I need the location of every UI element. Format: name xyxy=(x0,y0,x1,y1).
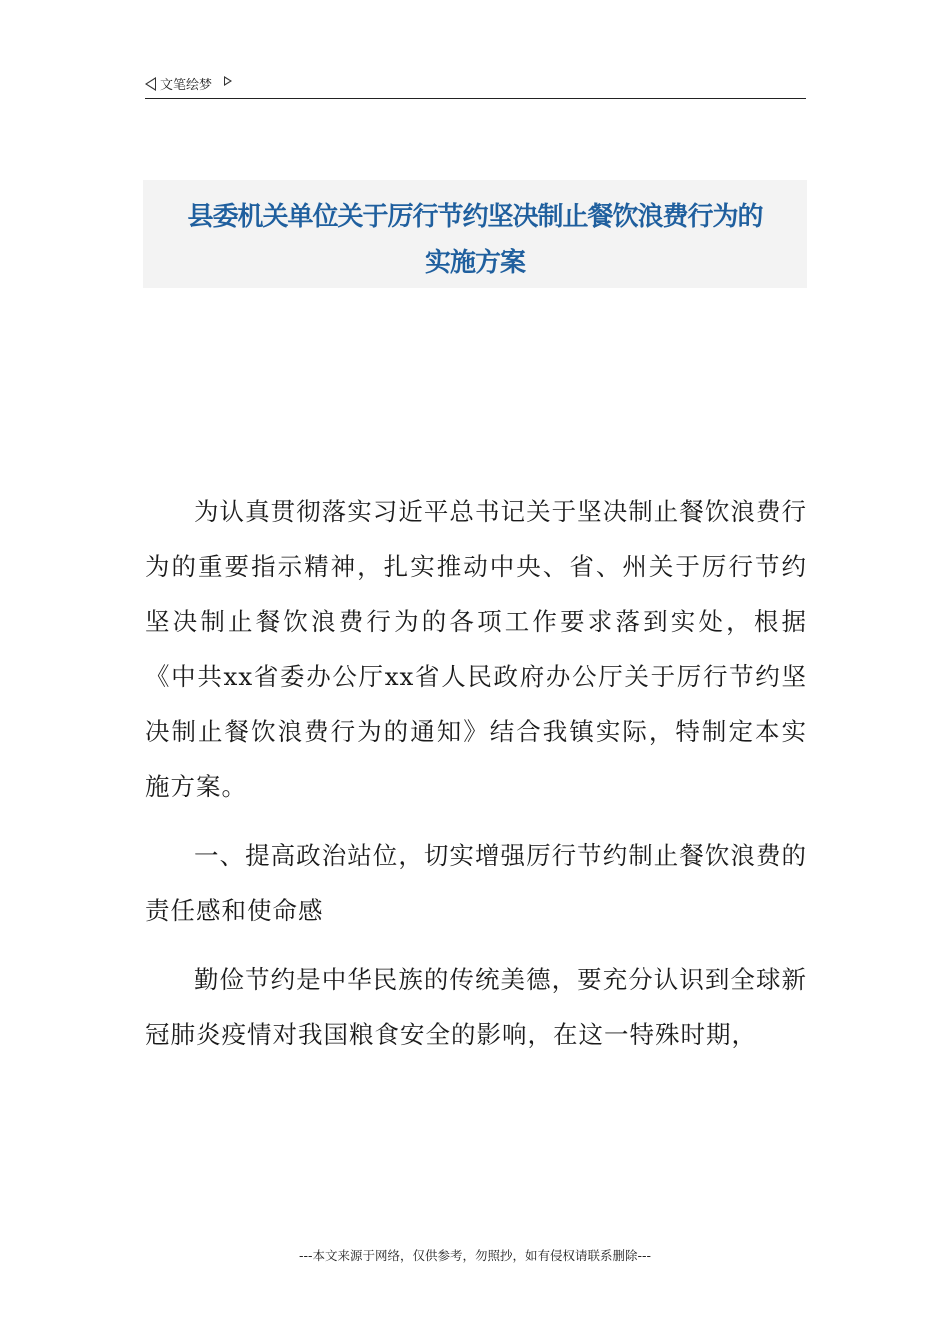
section-heading-1: 一、提高政治站位，切实增强厉行节约制止餐饮浪费的责任感和使命感 xyxy=(145,841,807,925)
footer-notice: ---本文来源于网络，仅供参考，勿照抄，如有侵权请联系删除--- xyxy=(298,1248,652,1263)
document-title xyxy=(143,180,807,286)
title-line-2: 实施方案 xyxy=(424,248,525,278)
title-box xyxy=(143,180,807,288)
triangle-left-icon xyxy=(145,77,156,91)
page-header xyxy=(145,72,806,99)
triangle-right-icon xyxy=(224,76,232,86)
header-brand xyxy=(145,74,232,93)
title-line-1: 县委机关单位关于厉行节约坚决制止餐饮浪费行为的 xyxy=(187,202,763,232)
brand-text: 文笔绘梦 xyxy=(160,78,213,93)
paragraph-intro: 为认真贯彻落实习近平总书记关于坚决制止餐饮浪费行为的重要指示精神，扎实推动中央、省、州关于厉行节约坚决制止餐饮浪费行为的各项工作要求落到实处，根据《中共xx省委办公厅xx省人民政府办公厅关于厉行节约坚决制止餐饮浪费行为的通知》结合我镇实际，特制定本实施方案。 xyxy=(145,497,807,801)
paragraph-section-1: 勤俭节约是中华民族的传统美德，要充分认识到全球新冠肺炎疫情对我国粮食安全的影响，在这一特殊时期， xyxy=(145,965,807,1049)
document-body xyxy=(145,484,807,1076)
